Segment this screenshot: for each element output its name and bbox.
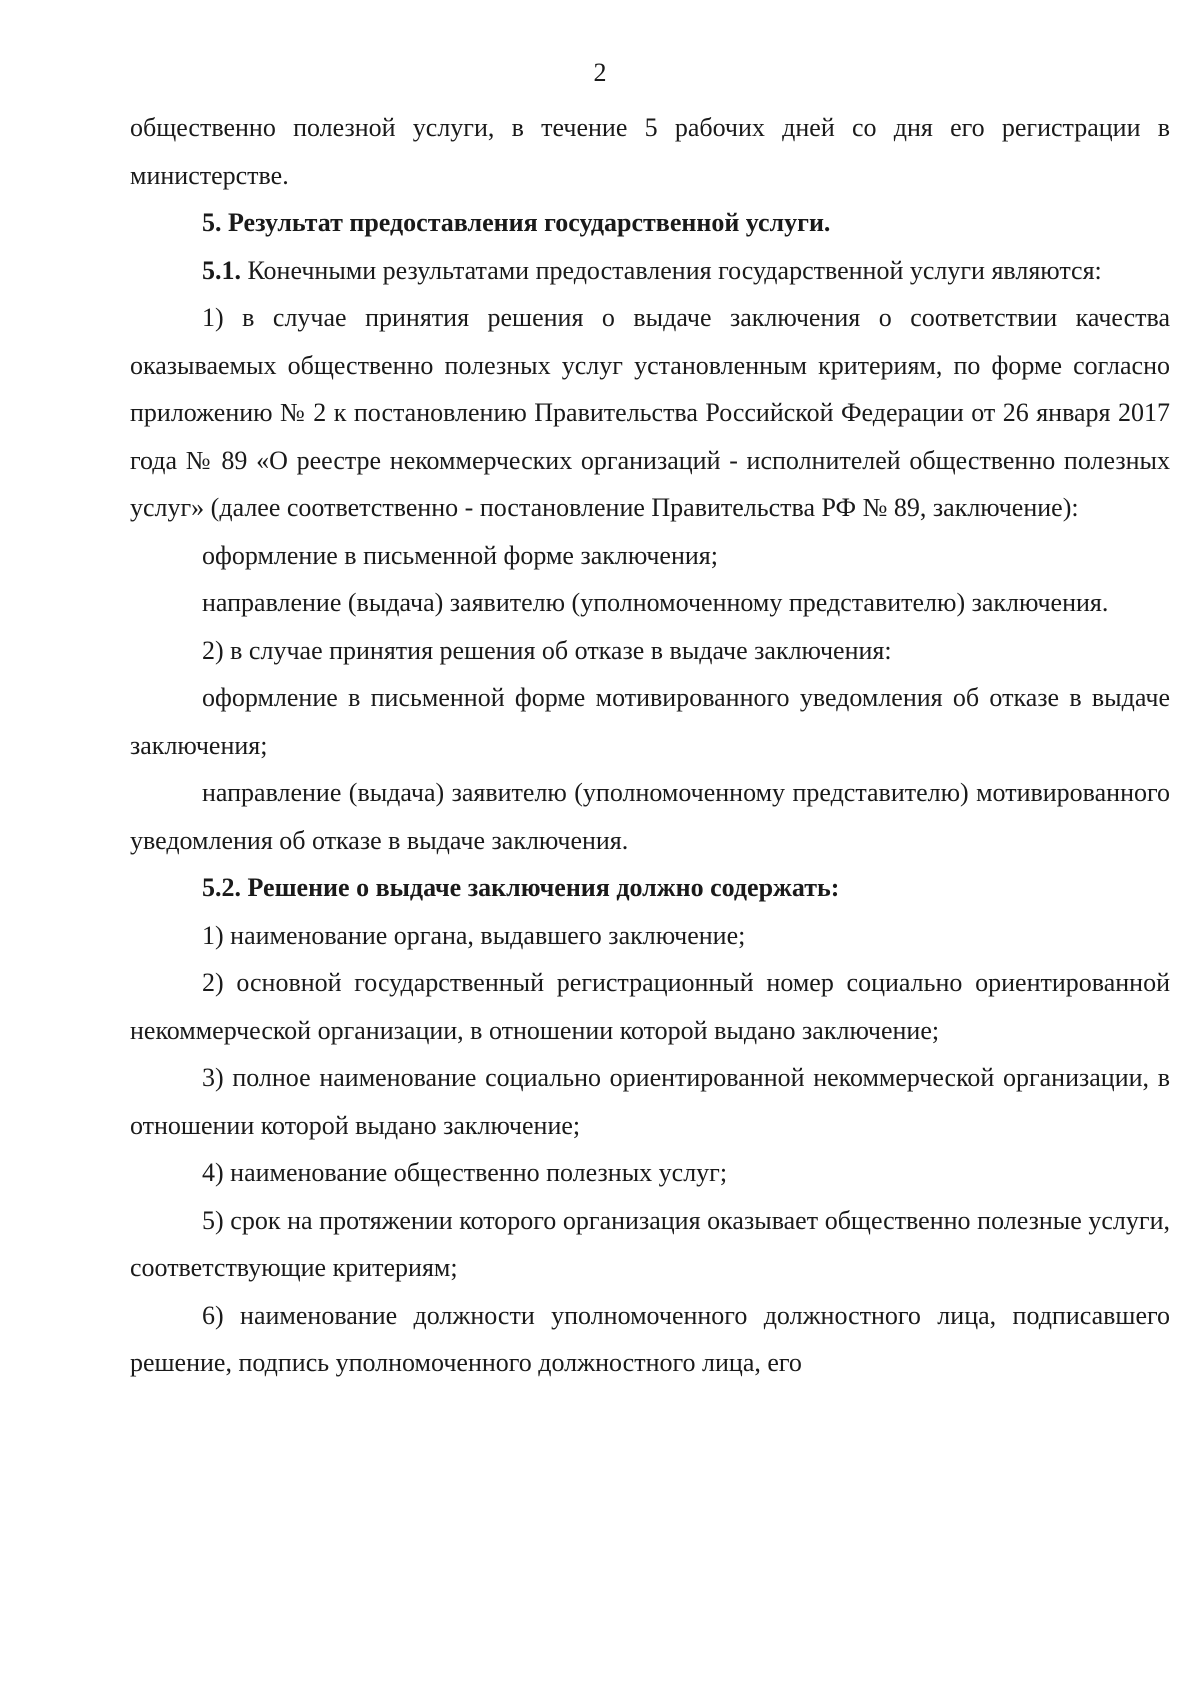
page-number: 2 bbox=[593, 58, 607, 87]
section-heading-5-2 bbox=[130, 864, 1170, 912]
list-item-result-1b: направление (выдача) заявителю (уполномоченному представителю) заключения. bbox=[202, 588, 1109, 617]
list-item-result-1: 1) в случае принятия решения о выдаче заключения о соответствии качества оказываемых общественно полезных услуг установленным критериям, по форме согласно приложению № 2 к постановлению Правительства Российской Федерации от 26 января 2017 года № 89 «О реестре некоммерческих организаций - исполнителей общественно полезных услуг» (далее соответственно - постановление Правительства РФ № 89, заключение): bbox=[130, 303, 1170, 522]
paragraph-continuation: общественно полезной услуги, в течение 5 рабочих дней со дня его регистрации в министерстве. bbox=[130, 113, 1170, 190]
list-item-result-2b: направление (выдача) заявителю (уполномоченному представителю) мотивированного уведомления об отказе в выдаче заключения. bbox=[130, 778, 1170, 855]
list-item-content-2: 2) основной государственный регистрационный номер социально ориентированной некоммерческой организации, в отношении которой выдано заключение; bbox=[130, 968, 1170, 1045]
list-item-content-5: 5) срок на протяжении которого организация оказывает общественно полезные услуги, соответствующие критериям; bbox=[130, 1205, 1170, 1282]
section-heading-5-text: 5. Результат предоставления государственной услуги. bbox=[202, 208, 831, 237]
list-item-content-3: 3) полное наименование социально ориентированной некоммерческой организации, в отношении которой выдано заключение; bbox=[130, 1063, 1170, 1140]
list-item-result-2a: оформление в письменной форме мотивированного уведомления об отказе в выдаче заключения; bbox=[130, 683, 1170, 760]
section-heading-5 bbox=[130, 199, 1170, 247]
list-item-content-6: 6) наименование должности уполномоченного должностного лица, подписавшего решение, подпись уполномоченного должностного лица, его bbox=[130, 1300, 1170, 1377]
paragraph-5-1 bbox=[130, 247, 1170, 295]
paragraph-5-1-number: 5.1. bbox=[202, 255, 241, 285]
document-body bbox=[130, 104, 1170, 1387]
list-item-result-2: 2) в случае принятия решения об отказе в выдаче заключения: bbox=[202, 635, 892, 665]
list-item-content-4: 4) наименование общественно полезных услуг; bbox=[202, 1158, 728, 1187]
list-item-result-1a: оформление в письменной форме заключения; bbox=[202, 540, 718, 570]
list-item-content-1: 1) наименование органа, выдавшего заключение; bbox=[202, 920, 746, 950]
section-heading-5-2-text: 5.2. Решение о выдаче заключения должно содержать: bbox=[202, 873, 840, 902]
paragraph-5-1-text: Конечными результатами предоставления государственной услуги являются: bbox=[241, 255, 1102, 285]
